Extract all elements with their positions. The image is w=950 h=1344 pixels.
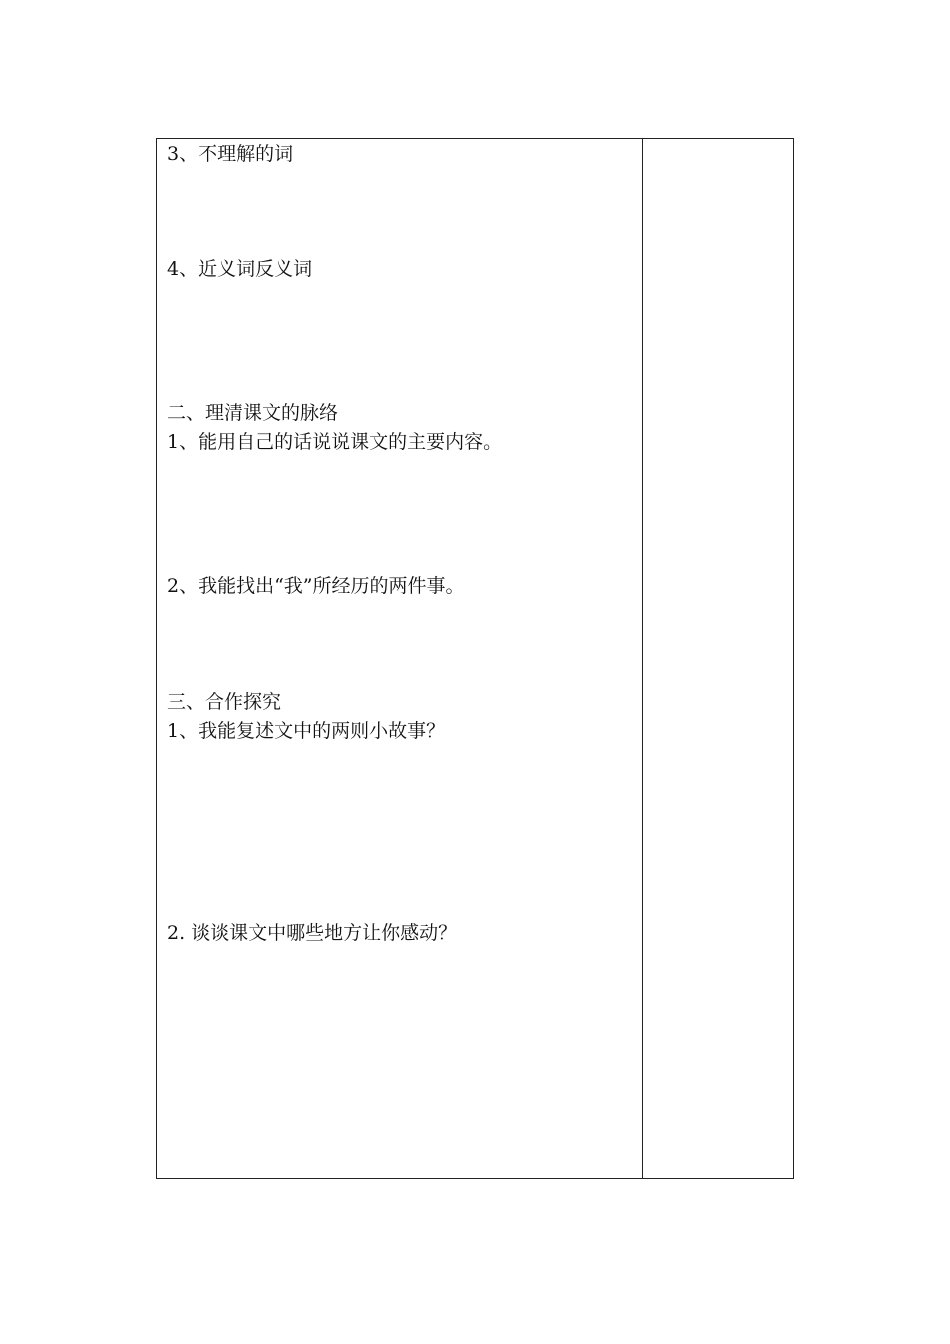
- section-3-question-2: 2. 谈谈课文中哪些地方让你感动？: [167, 922, 458, 944]
- section-2-heading: 二、理清课文的脉络: [167, 402, 339, 424]
- notes-column: [643, 139, 793, 1178]
- section-3-heading: 三、合作探究: [167, 691, 282, 713]
- section-2-question-2: 2、我能找出“我”所经历的两件事。: [167, 575, 465, 597]
- vocab-item-4: 4、近义词反义词: [167, 258, 313, 280]
- section-2-question-1: 1、能用自己的话说说课文的主要内容。: [167, 431, 503, 453]
- section-3-question-1: 1、我能复述文中的两则小故事？: [167, 720, 446, 742]
- vocab-item-3: 3、不理解的词: [167, 143, 294, 165]
- worksheet-table: [156, 138, 794, 1179]
